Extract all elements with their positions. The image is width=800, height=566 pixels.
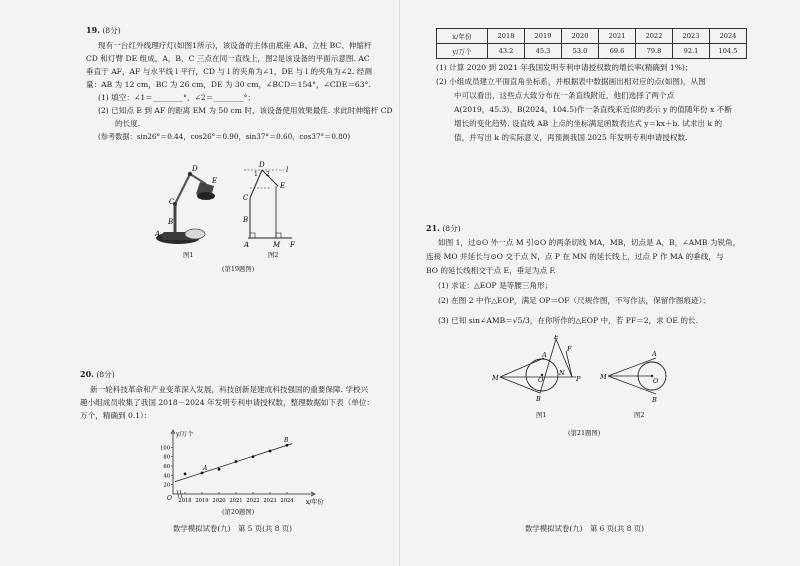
right-footer: 数学模拟试卷(九) 第 6 页(共 8 页) bbox=[525, 524, 645, 533]
q19-figure-2-schematic bbox=[240, 160, 300, 250]
q20-line-2: 趣小组成员收集了我国 2018－2024 年发明专利申请授权数，整理数据如下表（单位： bbox=[80, 398, 375, 407]
q19-reference: (参考数据：sin26°＝0.44，cos26°＝0.90，sin37°＝0.60，cos37°＝0.80) bbox=[98, 132, 351, 141]
data-point bbox=[201, 471, 204, 474]
fig2-label-M: M bbox=[273, 241, 281, 249]
q19-line-1: 现有一台红外线理疗灯(如图1所示)，该设备的主体由底座 AB、立柱 BC、伸缩杆 bbox=[98, 41, 372, 50]
q20-line-1: 新一轮科技革命和产业变革深入发展，科技创新是建成科技强国的重要保障. 学校兴 bbox=[90, 385, 369, 394]
fig2-label-l: l bbox=[286, 166, 289, 174]
q21-line-2: 连接 MO 并延长与⊙O 交于点 N，点 P 在 MN 的延长线上，过点 P 作 MA 的垂线，与 bbox=[426, 252, 724, 261]
y-tick-label: 80 bbox=[163, 454, 170, 461]
q19-header bbox=[86, 24, 121, 37]
y-tick-label: 100 bbox=[160, 445, 170, 452]
table-value-cell: 79.8 bbox=[636, 44, 673, 59]
y-tick-label: 20 bbox=[163, 482, 170, 489]
q19-fig2-label: 图2 bbox=[268, 251, 279, 259]
x-tick-label: 2024 bbox=[280, 498, 294, 504]
y-axis-label: y/万个 bbox=[176, 431, 194, 438]
data-point bbox=[286, 444, 289, 447]
q21-figure-1 bbox=[492, 335, 592, 407]
q21-fig1-label-O: O bbox=[538, 376, 544, 384]
origin-label: O bbox=[167, 495, 172, 502]
q20-part-2-line-2: 中可以看出，这些点大致分布在一条直线附近，他们选择了两个点 bbox=[454, 91, 675, 100]
fig2-label-E: E bbox=[280, 182, 286, 190]
fig2-label-F: F bbox=[290, 241, 295, 249]
table-year-cell: 2023 bbox=[673, 29, 710, 44]
fig1-label-E: E bbox=[212, 177, 218, 185]
left-footer: 数学模拟试卷(九) 第 5 页(共 8 页) bbox=[173, 524, 293, 533]
q20-part-2-line-4: 增长的变化趋势. 设直线 AB 上点的坐标满足函数表达式 y＝kx＋b. 试求出 k 的 bbox=[454, 119, 723, 128]
x-tick-label: 2018 bbox=[178, 498, 192, 504]
q21-fig2-label-M: M bbox=[600, 373, 607, 381]
patent-data-table bbox=[436, 28, 747, 59]
table-value-cell: 43.2 bbox=[488, 44, 525, 59]
q19-line-4: 量：AB 为 12 cm，BC 为 26 cm，DE 为 30 cm，∠BCD＝154°，∠CDE＝63°. bbox=[86, 80, 371, 89]
table-value-cell: 92.1 bbox=[673, 44, 710, 59]
q19-line-2: CD 和灯臂 DE 组成，A，B，C 三点在同一直线上，图2是该设备的平面示意图. AC bbox=[86, 54, 370, 63]
q21-header bbox=[426, 222, 461, 235]
q21-fig1-label-P: P bbox=[576, 375, 581, 383]
q19-figure-1-lamp bbox=[150, 160, 225, 250]
table-year-cell: 2024 bbox=[710, 29, 747, 44]
q21-part-1: (1) 求证：△EOP 是等腰三角形； bbox=[438, 281, 553, 290]
q21-fig2-label-B: B bbox=[652, 396, 657, 404]
q21-figure-2 bbox=[600, 348, 680, 404]
table-header-y: y/万个 bbox=[437, 44, 488, 59]
q20-part-1: (1) 计算 2020 到 2021 年我国发明专利申请授权数的增长率(精确到 1%)； bbox=[436, 63, 693, 72]
q19-score: (8分) bbox=[102, 26, 121, 35]
y-tick-label: 40 bbox=[163, 473, 170, 480]
q21-score: (8分) bbox=[442, 224, 461, 233]
q21-fig1-label-A: A bbox=[542, 351, 547, 359]
q20-part-2-line-3: A(2019，45.3)、B(2024，104.5)作一条直线来近似的表示 y 的值随年份 x 不断 bbox=[454, 105, 732, 114]
fig1-label-D: D bbox=[192, 165, 198, 173]
q21-line-1: 如图 1，过⊙O 外一点 M 引⊙O 的两条切线 MA，MB，切点是 A，B，∠AMB 为锐角， bbox=[438, 238, 741, 247]
q21-fig1-label: 图1 bbox=[536, 411, 547, 419]
q21-line-3: BO 的延长线相交于点 E，垂足为点 F. bbox=[426, 266, 556, 275]
data-point bbox=[235, 460, 238, 463]
table-header-x: x/年份 bbox=[437, 29, 488, 44]
q19-caption: (第19题图) bbox=[222, 265, 255, 273]
q21-part-3: (3) 已知 sin∠AMB＝√5/3，在你所作的△EOP 中，若 PF＝2，求 OE 的长. bbox=[438, 316, 698, 325]
fig2-label-C: C bbox=[243, 194, 249, 202]
q20-caption: (第20题图) bbox=[222, 508, 255, 516]
trend-line bbox=[175, 444, 292, 482]
q20-header bbox=[80, 368, 115, 381]
data-point bbox=[269, 450, 272, 453]
q21-fig1-label-N: N bbox=[559, 369, 565, 377]
q21-part-2: (2) 在图 2 中作△EOP，满足 OP＝OF（尺规作图，不写作法，保留作图痕迹）； bbox=[438, 296, 711, 305]
point-label-B: B bbox=[284, 437, 289, 445]
x-axis-label: x/年份 bbox=[306, 499, 324, 506]
q20-part-2-line-5: 值，并写出 k 的实际意义，再预测我国 2025 年发明专利申请授权数. bbox=[454, 133, 688, 142]
q19-part-2-line-1: (2) 已知点 E 到 AF 的距离 EM 为 50 cm 时，该设备使用效果最佳. 求此时伸缩杆 CD bbox=[98, 106, 393, 115]
q20-scatter-chart bbox=[155, 428, 335, 506]
q20-part-2-line-1: (2) 小组成员建立平面直角坐标系，并根据表中数据画出相对应的点(如图)，从图 bbox=[436, 77, 706, 86]
q21-caption: (第21题图) bbox=[568, 429, 601, 437]
table-value-cell: 69.6 bbox=[599, 44, 636, 59]
q21-fig1-label-F: F bbox=[567, 345, 572, 353]
y-tick-label: 60 bbox=[163, 464, 170, 470]
q21-fig1-label-B: B bbox=[536, 395, 541, 403]
x-tick-label: 2019 bbox=[195, 498, 209, 504]
data-point bbox=[184, 472, 187, 475]
table-row-values bbox=[437, 44, 747, 59]
x-tick-label: 2023 bbox=[263, 498, 277, 504]
table-year-cell: 2020 bbox=[562, 29, 599, 44]
data-point bbox=[252, 455, 255, 458]
q19-part-1: (1) 填空：∠1＝________°，∠2＝________°； bbox=[98, 93, 256, 102]
q19-fig1-label: 图1 bbox=[183, 251, 194, 259]
table-year-cell: 2019 bbox=[525, 29, 562, 44]
fig2-label-A: A bbox=[244, 241, 250, 249]
q19-part-2-line-2: 的长度. bbox=[115, 119, 141, 128]
fig1-label-B: B bbox=[168, 218, 174, 226]
data-point bbox=[218, 468, 221, 471]
q21-fig1-label-M: M bbox=[492, 374, 499, 382]
fig1-label-A: A bbox=[155, 230, 161, 238]
q21-fig2-label-A: A bbox=[652, 350, 657, 358]
q21-fig2-label-O: O bbox=[653, 377, 659, 385]
fig1-label-C: C bbox=[169, 198, 175, 206]
q20-score: (8分) bbox=[96, 370, 115, 379]
table-value-cell: 53.0 bbox=[562, 44, 599, 59]
table-year-cell: 2018 bbox=[488, 29, 525, 44]
x-tick-label: 2020 bbox=[212, 498, 226, 504]
right-page bbox=[400, 0, 800, 566]
q20-number: 20. bbox=[80, 369, 94, 379]
q21-fig1-label-E: E bbox=[554, 335, 559, 341]
fig2-label-angle-1: 1 bbox=[254, 171, 258, 178]
q21-fig2-label: 图2 bbox=[634, 411, 645, 419]
table-year-cell: 2022 bbox=[636, 29, 673, 44]
table-year-cell: 2021 bbox=[599, 29, 636, 44]
fig2-label-angle-2: 2 bbox=[266, 171, 270, 178]
table-row-years bbox=[437, 29, 747, 44]
q19-line-3: 垂直于 AF，AF 与水平线 l 平行，CD 与 l 的夹角为∠1，DE 与 l 的夹角为∠2. 经测 bbox=[86, 67, 372, 76]
x-tick-label: 2021 bbox=[229, 498, 243, 504]
point-label-A: A bbox=[203, 464, 208, 472]
fig2-label-D: D bbox=[259, 161, 265, 169]
table-value-cell: 45.3 bbox=[525, 44, 562, 59]
fig2-label-B: B bbox=[243, 216, 249, 224]
table-value-cell: 104.5 bbox=[710, 44, 747, 59]
x-tick-label: 2022 bbox=[246, 498, 260, 504]
q21-number: 21. bbox=[426, 223, 440, 233]
q19-number: 19. bbox=[86, 25, 100, 35]
q20-line-3: 万个，精确到 0.1）： bbox=[80, 411, 152, 420]
